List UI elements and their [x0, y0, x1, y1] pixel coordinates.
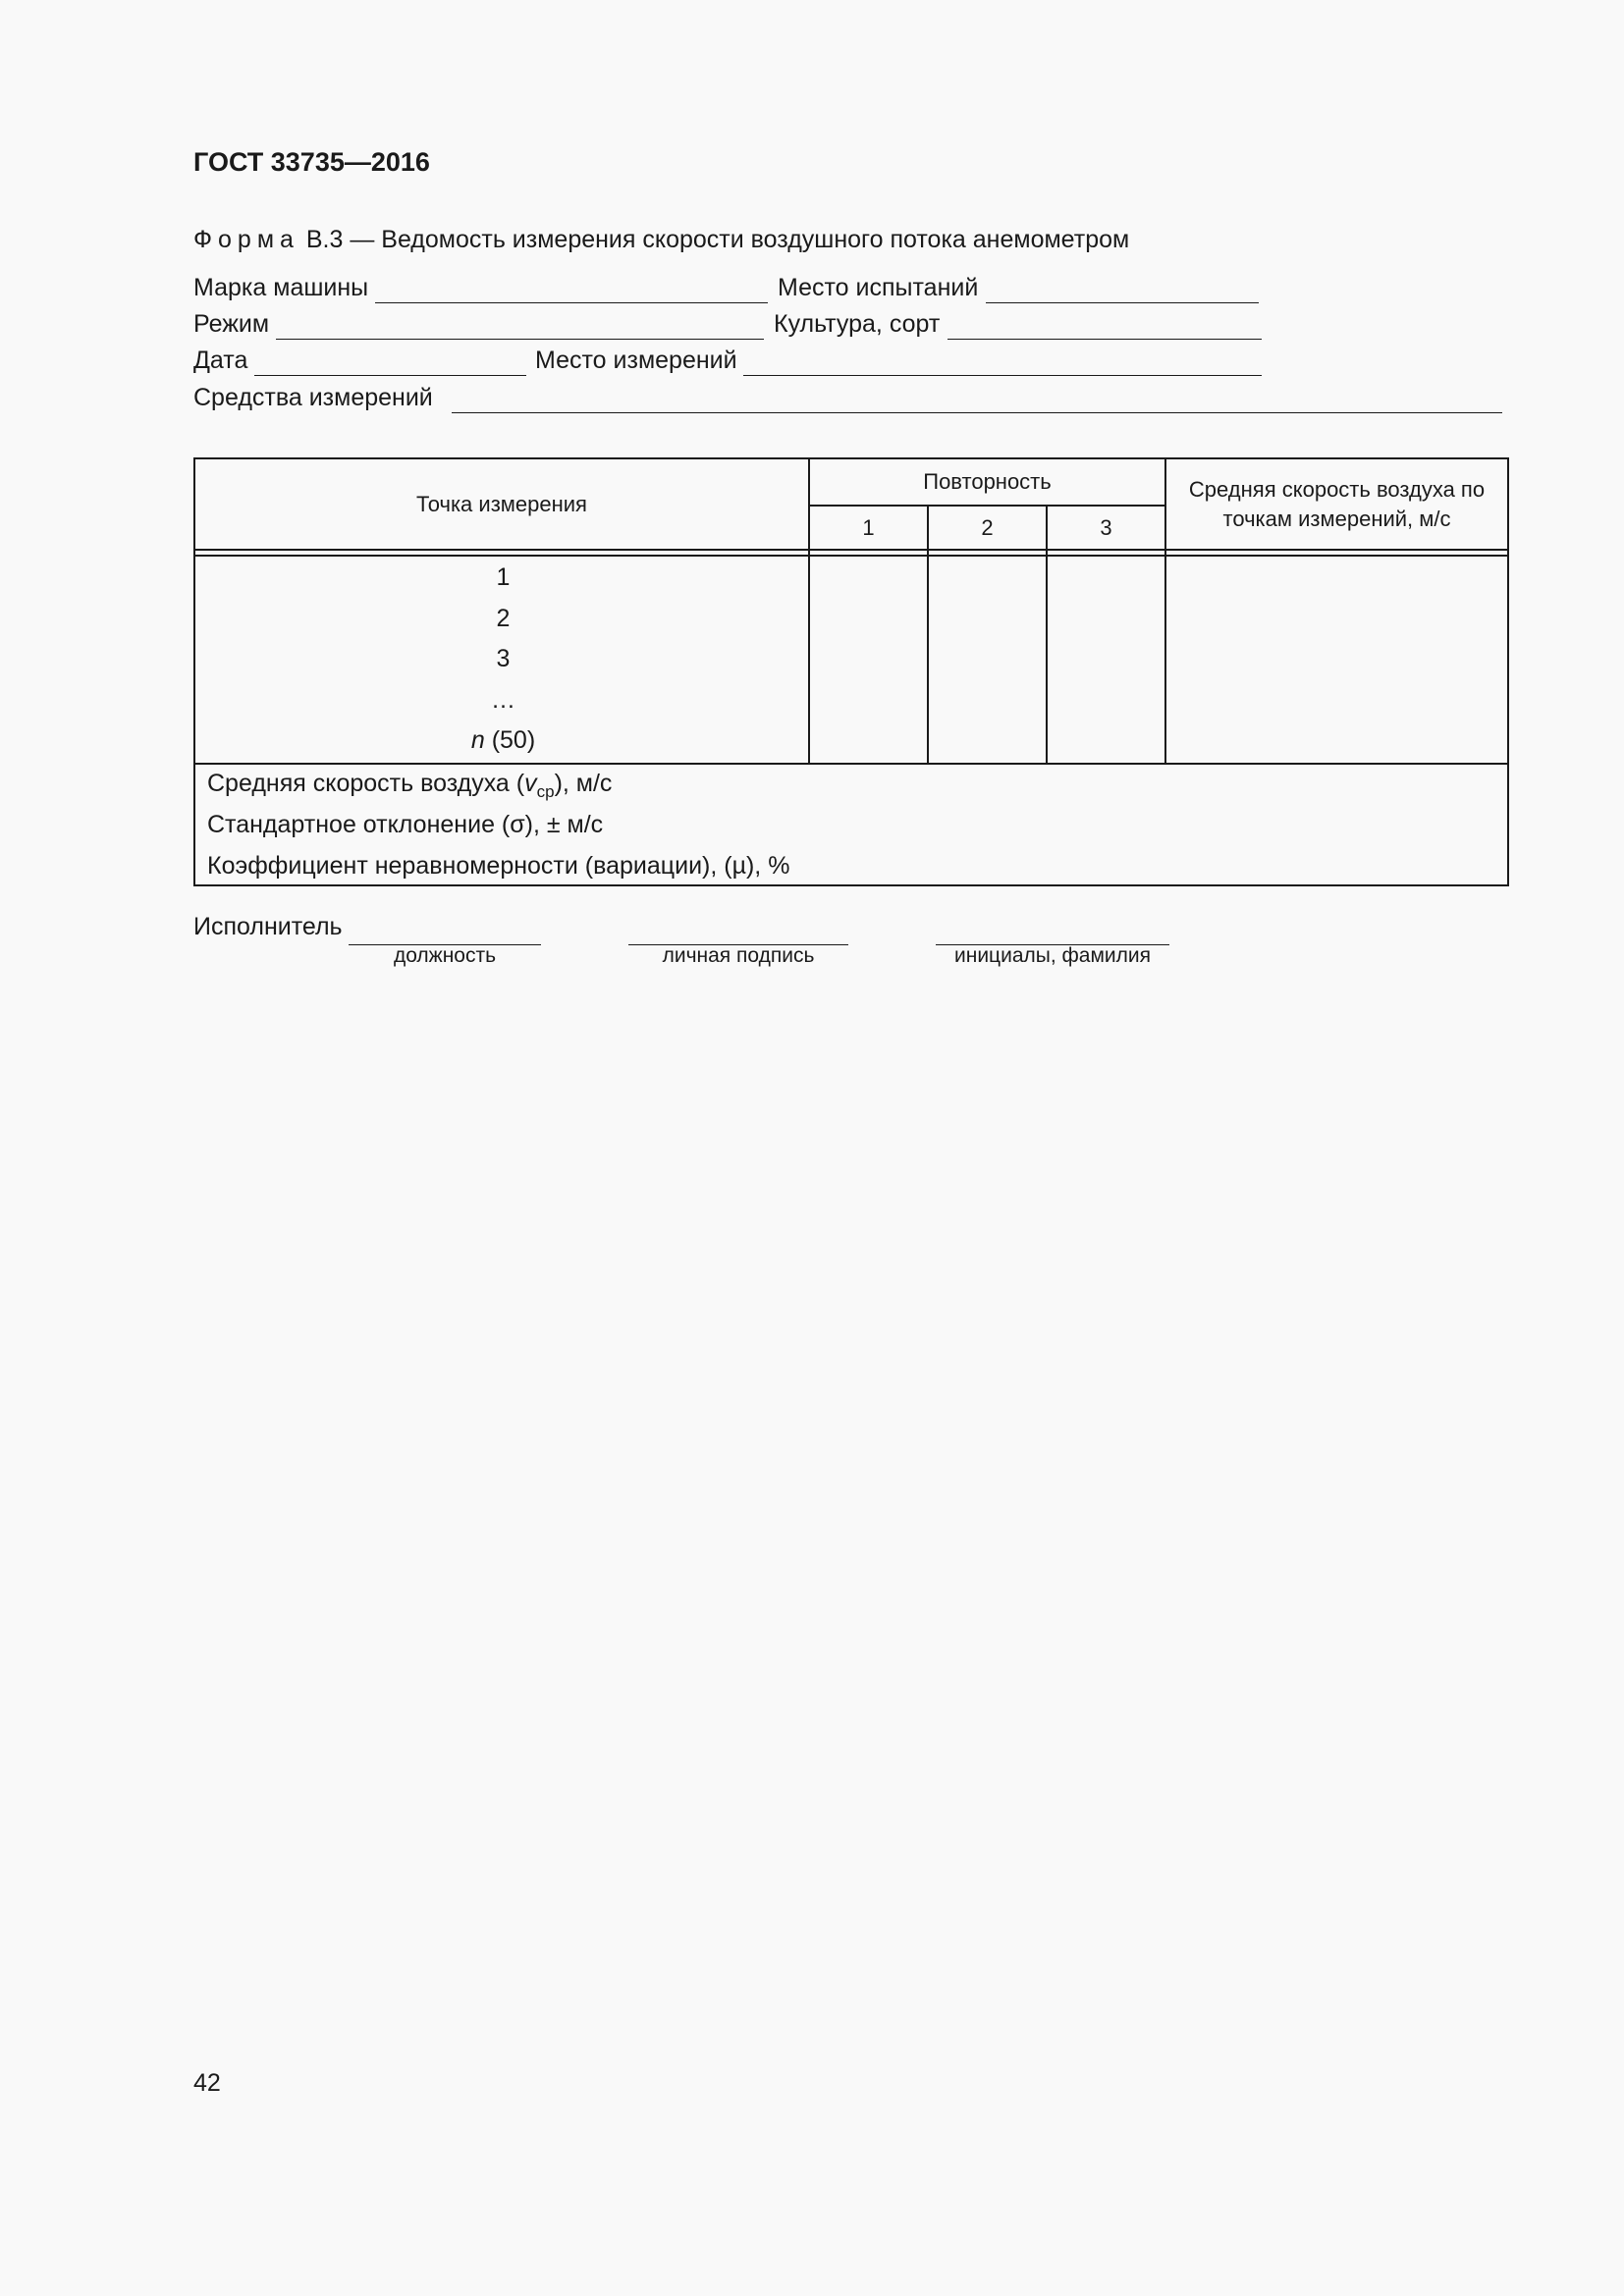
header-divider-double: [195, 555, 1507, 557]
measurement-table: [193, 457, 1509, 886]
header-repeat-2: 2: [981, 514, 994, 540]
summary-avg: [207, 770, 612, 802]
point-ellipsis: …: [491, 686, 515, 714]
field-row-date: [193, 347, 1273, 378]
mode-line: [276, 339, 764, 340]
summary-divider: [195, 763, 1507, 765]
summary-coef: Коэффициент неравномерности (вариации), (µ), %: [207, 852, 790, 880]
crop-variety-line: [947, 339, 1262, 340]
header-avg: Средняя скорость воздуха по точкам измерений, м/с: [1188, 476, 1486, 531]
header-divider: [195, 549, 1507, 551]
executor-label: Исполнитель: [193, 913, 343, 940]
measure-place-line: [743, 375, 1262, 376]
machine-brand-line: [375, 302, 768, 303]
test-place-label: Место испытаний: [778, 274, 979, 301]
form-word: Форма: [193, 226, 299, 253]
measure-place-label: Место измерений: [535, 347, 737, 374]
summary-avg-var: v: [524, 770, 537, 797]
date-label: Дата: [193, 347, 248, 374]
summary-std: Стандартное отклонение (σ), ± м/с: [207, 811, 604, 838]
point-2: 2: [496, 605, 511, 632]
field-row-machine: [193, 274, 1273, 305]
field-row-instruments: [193, 384, 1509, 415]
header-repeat-3: 3: [1100, 514, 1112, 540]
point-n-rest: (50): [484, 726, 536, 754]
form-title: [193, 226, 1129, 254]
point-n-var: n: [470, 726, 485, 754]
header-repeat-1: 1: [862, 514, 875, 540]
point-3: 3: [496, 645, 511, 672]
name-caption: инициалы, фамилия: [954, 944, 1151, 967]
summary-avg-suffix: ), м/с: [554, 770, 613, 797]
point-n: [195, 726, 811, 755]
header-repeat: Повторность: [923, 469, 1052, 494]
document-code: ГОСТ 33735—2016: [193, 147, 430, 177]
field-row-mode: [193, 310, 1273, 342]
test-place-line: [986, 302, 1259, 303]
mode-label: Режим: [193, 310, 270, 338]
form-title-text: В.3 — Ведомость измерения скорости воздушного потока анемометром: [298, 226, 1130, 253]
position-caption: должность: [393, 944, 497, 967]
instruments-line: [452, 412, 1502, 413]
date-line: [254, 375, 526, 376]
machine-brand-label: Марка машины: [193, 274, 369, 301]
summary-avg-prefix: Средняя скорость воздуха (: [207, 770, 525, 797]
summary-avg-sub: ср: [536, 782, 555, 801]
point-1: 1: [496, 563, 511, 591]
signature-caption: личная подпись: [662, 944, 815, 967]
instruments-label: Средства измерений: [193, 384, 433, 411]
header-point: Точка измерения: [416, 491, 587, 516]
crop-variety-label: Культура, сорт: [774, 310, 941, 338]
page-number: 42: [193, 2069, 221, 2097]
